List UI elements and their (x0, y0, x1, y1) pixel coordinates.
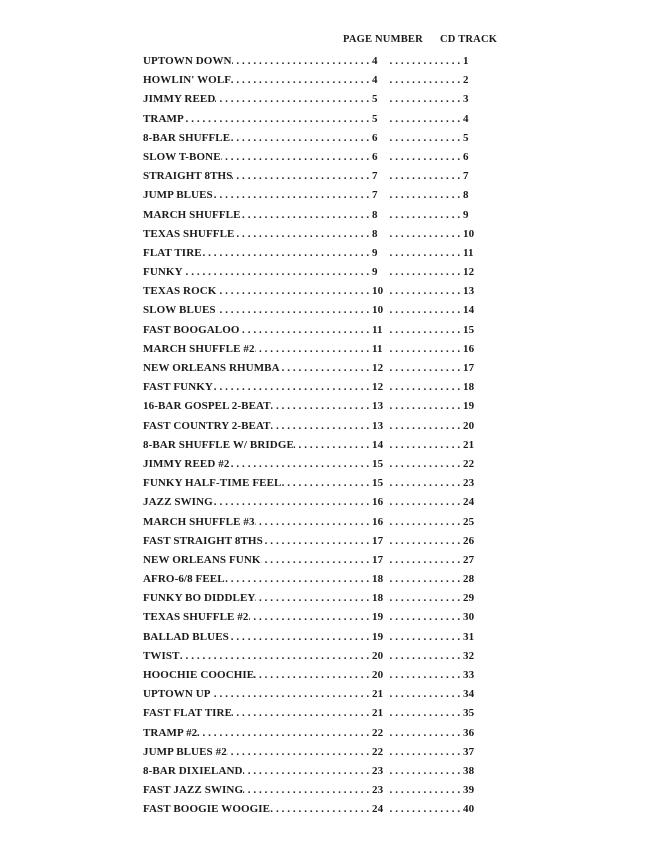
entry-cd-track: 25 (463, 515, 475, 528)
entry-cd-track: 19 (463, 400, 475, 413)
entry-page-number: 23 (372, 764, 384, 777)
entry-page-number: 17 (372, 553, 384, 566)
entry-title: 8-BAR SHUFFLE W/ BRIDGE (143, 438, 294, 451)
leader-dots (387, 551, 463, 570)
entry-cd-track: 35 (463, 707, 475, 720)
entry-title: AFRO-6/8 FEEL (143, 573, 225, 586)
leader-dots (387, 781, 463, 800)
entry-cd-track: 32 (463, 649, 475, 662)
entry-cd-track: 14 (463, 304, 475, 317)
entry-page-number: 8 (372, 208, 378, 221)
entry-page-number: 20 (372, 649, 384, 662)
entry-page-number: 22 (372, 726, 384, 739)
entry-title: TEXAS SHUFFLE (143, 227, 235, 240)
leader-dots (387, 685, 463, 704)
entry-title: NEW ORLEANS FUNK (143, 553, 261, 566)
entry-cd-track: 2 (463, 74, 469, 87)
page-number-column-header: PAGE NUMBER (343, 34, 423, 45)
entry-cd-track: 17 (463, 362, 475, 374)
leader-dots (387, 647, 463, 666)
leader-dots (387, 71, 463, 90)
toc-row (143, 206, 480, 225)
leader-dots (225, 570, 372, 589)
entry-title: TWIST (143, 649, 180, 662)
toc-row (143, 647, 480, 666)
entry-cd-track: 31 (463, 630, 475, 643)
leader-dots (261, 551, 372, 570)
entry-cd-track: 37 (463, 745, 475, 758)
entry-title: MARCH SHUFFLE #2 (143, 342, 255, 355)
leader-dots (387, 666, 463, 685)
leader-dots (387, 90, 463, 109)
entry-cd-track: 28 (463, 573, 475, 586)
toc-row (143, 704, 480, 723)
entry-cd-track: 11 (463, 246, 474, 259)
leader-dots (387, 129, 463, 148)
entry-page-number: 11 (372, 342, 383, 355)
entry-cd-track: 30 (463, 611, 475, 624)
entry-title: JAZZ SWING (143, 496, 213, 509)
entry-cd-track: 5 (463, 131, 469, 144)
leader-dots (387, 148, 463, 167)
leader-dots (255, 340, 372, 359)
entry-page-number: 21 (372, 688, 384, 701)
leader-dots (387, 570, 463, 589)
entry-page-number: 13 (372, 419, 384, 432)
leader-dots (271, 417, 372, 436)
leader-dots (229, 628, 372, 647)
leader-dots (387, 589, 463, 608)
leader-dots (387, 263, 463, 282)
entry-page-number: 15 (372, 457, 384, 470)
toc-row (143, 340, 480, 359)
entry-page-number: 7 (372, 189, 378, 202)
leader-dots (387, 724, 463, 743)
toc-row (143, 301, 480, 320)
entry-page-number: 15 (372, 477, 384, 490)
entry-cd-track: 16 (463, 342, 475, 355)
entry-cd-track: 15 (463, 323, 475, 336)
toc-row (143, 589, 480, 608)
leader-dots (216, 301, 372, 320)
toc-row (143, 724, 480, 743)
leader-dots (180, 647, 372, 666)
toc-row (143, 244, 480, 263)
leader-dots (387, 340, 463, 359)
entry-title: 8-BAR SHUFFLE (143, 131, 231, 144)
entry-cd-track: 9 (463, 208, 469, 221)
leader-dots (387, 359, 463, 378)
entry-title: FAST COUNTRY 2-BEAT (143, 419, 271, 432)
entry-cd-track: 1 (463, 55, 469, 67)
leader-dots (255, 513, 372, 532)
toc-row (143, 800, 480, 819)
entry-cd-track: 23 (463, 477, 475, 490)
entry-title: NEW ORLEANS RHUMBA (143, 362, 280, 374)
leader-dots (387, 301, 463, 320)
toc-row (143, 148, 480, 167)
entry-cd-track: 3 (463, 93, 469, 106)
toc-row (143, 608, 480, 627)
toc-row (143, 110, 480, 129)
leader-dots (387, 608, 463, 627)
leader-dots (387, 800, 463, 819)
leader-dots (221, 148, 372, 167)
leader-dots (387, 493, 463, 512)
toc-row (143, 532, 480, 551)
entry-cd-track: 4 (463, 112, 469, 125)
entry-title: MARCH SHUFFLE (143, 208, 241, 221)
leader-dots (387, 167, 463, 186)
leader-dots (232, 704, 372, 723)
leader-dots (387, 762, 463, 781)
entry-page-number: 14 (372, 438, 384, 451)
leader-dots (387, 282, 463, 301)
entry-cd-track: 27 (463, 553, 475, 566)
leader-dots (202, 244, 372, 263)
toc-row (143, 570, 480, 589)
entry-page-number: 24 (372, 803, 384, 816)
leader-dots (282, 474, 373, 493)
leader-dots (387, 532, 463, 551)
toc-row (143, 455, 480, 474)
leader-dots (387, 455, 463, 474)
leader-dots (229, 455, 372, 474)
entry-page-number: 16 (372, 496, 384, 509)
toc-row (143, 551, 480, 570)
leader-dots (240, 321, 372, 340)
leader-dots (213, 378, 372, 397)
leader-dots (387, 378, 463, 397)
entry-title: TEXAS SHUFFLE #2 (143, 611, 249, 624)
entry-title: STRAIGHT 8THS (143, 170, 233, 183)
toc-row (143, 225, 480, 244)
leader-dots (387, 52, 463, 71)
leader-dots (387, 474, 463, 493)
entry-page-number: 18 (372, 573, 384, 586)
toc-row (143, 186, 480, 205)
leader-dots (232, 52, 372, 71)
entry-page-number: 12 (372, 381, 384, 394)
entry-cd-track: 33 (463, 669, 475, 681)
entry-title: FAST FUNKY (143, 381, 213, 394)
entry-title: FAST BOOGIE WOOGIE (143, 803, 271, 816)
leader-dots (387, 206, 463, 225)
toc-row (143, 513, 480, 532)
leader-dots (213, 493, 372, 512)
leader-dots (387, 225, 463, 244)
leader-dots (249, 608, 372, 627)
entry-title: HOWLIN' WOLF (143, 74, 232, 87)
entry-title: FUNKY (143, 266, 183, 279)
toc-row (143, 359, 480, 378)
entry-page-number: 17 (372, 534, 384, 547)
entry-page-number: 10 (372, 304, 384, 317)
leader-dots (387, 110, 463, 129)
entry-cd-track: 10 (463, 227, 475, 240)
entry-page-number: 12 (372, 362, 384, 374)
entry-cd-track: 22 (463, 457, 475, 470)
leader-dots (387, 704, 463, 723)
entry-title: UPTOWN UP (143, 688, 211, 701)
entry-page-number: 20 (372, 669, 384, 681)
entry-page-number: 23 (372, 784, 384, 797)
entry-page-number: 22 (372, 745, 384, 758)
column-headers (143, 33, 498, 52)
entry-title: FLAT TIRE (143, 246, 202, 259)
toc-row (143, 321, 480, 340)
entry-cd-track: 13 (463, 285, 475, 298)
leader-dots (232, 167, 372, 186)
entry-title: 8-BAR DIXIELAND (143, 764, 243, 777)
entry-title: TRAMP #2 (143, 726, 198, 739)
leader-dots (254, 666, 372, 685)
leader-dots (184, 110, 372, 129)
leader-dots (216, 282, 372, 301)
toc-row (143, 378, 480, 397)
leader-dots (271, 397, 372, 416)
leader-dots (387, 436, 463, 455)
leader-dots (387, 417, 463, 436)
entry-page-number: 7 (372, 170, 378, 183)
entry-page-number: 16 (372, 515, 384, 528)
toc-row (143, 685, 480, 704)
entry-cd-track: 24 (463, 496, 475, 509)
entry-page-number: 8 (372, 227, 378, 240)
toc-row (143, 129, 480, 148)
toc-list (143, 52, 480, 820)
toc-row (143, 90, 480, 109)
toc-row (143, 167, 480, 186)
entry-title: 16-BAR GOSPEL 2-BEAT (143, 400, 271, 413)
entry-page-number: 5 (372, 93, 378, 106)
leader-dots (387, 397, 463, 416)
entry-cd-track: 20 (463, 419, 475, 432)
entry-cd-track: 8 (463, 189, 469, 202)
entry-page-number: 6 (372, 131, 378, 144)
leader-dots (255, 589, 372, 608)
entry-title: SLOW T-BONE (143, 150, 221, 163)
leader-dots (215, 90, 372, 109)
leader-dots (270, 800, 372, 819)
entry-title: FAST BOOGALOO (143, 323, 240, 336)
entry-page-number: 19 (372, 611, 384, 624)
toc-row (143, 666, 480, 685)
entry-cd-track: 6 (463, 150, 469, 163)
entry-page-number: 4 (372, 74, 378, 87)
toc-row (143, 628, 480, 647)
leader-dots (387, 743, 463, 762)
toc-row (143, 397, 480, 416)
entry-cd-track: 21 (463, 438, 475, 451)
leader-dots (263, 532, 372, 551)
leader-dots (213, 186, 372, 205)
entry-title: FAST JAZZ SWING (143, 784, 244, 797)
entry-title: FUNKY HALF-TIME FEEL (143, 477, 282, 490)
toc-row (143, 743, 480, 762)
entry-page-number: 10 (372, 285, 384, 298)
entry-title: JIMMY REED #2 (143, 457, 230, 470)
leader-dots (280, 359, 372, 378)
entry-cd-track: 39 (463, 784, 475, 797)
entry-cd-track: 34 (463, 688, 475, 701)
entry-page-number: 18 (372, 592, 384, 605)
toc-row (143, 762, 480, 781)
entry-page-number: 4 (372, 55, 378, 67)
entry-cd-track: 26 (463, 534, 475, 547)
toc-row (143, 52, 480, 71)
entry-title: HOOCHIE COOCHIE (143, 669, 255, 681)
entry-page-number: 5 (372, 112, 378, 125)
entry-cd-track: 12 (463, 266, 475, 279)
entry-title: TEXAS ROCK (143, 285, 217, 298)
entry-title: MARCH SHUFFLE #3 (143, 515, 255, 528)
entry-title: TRAMP (143, 112, 184, 125)
leader-dots (387, 244, 463, 263)
toc-row (143, 436, 480, 455)
leader-dots (294, 436, 372, 455)
leader-dots (227, 743, 372, 762)
toc-row (143, 781, 480, 800)
entry-title: JIMMY REED (143, 93, 216, 106)
toc-row (143, 263, 480, 282)
leader-dots (197, 724, 372, 743)
leader-dots (387, 321, 463, 340)
entry-cd-track: 40 (463, 803, 475, 816)
entry-page-number: 6 (372, 150, 378, 163)
cd-track-column-header: CD TRACK (440, 34, 498, 45)
entry-cd-track: 36 (463, 726, 475, 739)
leader-dots (387, 186, 463, 205)
entry-page-number: 9 (372, 266, 378, 279)
leader-dots (243, 762, 372, 781)
entry-title: UPTOWN DOWN (143, 55, 232, 67)
entry-title: FUNKY BO DIDDLEY (143, 592, 256, 605)
leader-dots (387, 628, 463, 647)
entry-page-number: 19 (372, 630, 384, 643)
toc-row (143, 282, 480, 301)
toc-row (143, 493, 480, 512)
toc-row (143, 71, 480, 90)
entry-page-number: 21 (372, 707, 384, 720)
entry-title: JUMP BLUES #2 (143, 745, 227, 758)
leader-dots (243, 781, 372, 800)
leader-dots (241, 206, 372, 225)
entry-title: JUMP BLUES (143, 189, 213, 202)
toc-row (143, 417, 480, 436)
entry-cd-track: 7 (463, 170, 469, 183)
entry-title: FAST STRAIGHT 8THS (143, 534, 263, 547)
entry-title: FAST FLAT TIRE (143, 707, 233, 720)
leader-dots (183, 263, 372, 282)
entry-cd-track: 29 (463, 592, 475, 605)
entry-page-number: 11 (372, 323, 383, 336)
entry-page-number: 9 (372, 246, 378, 259)
toc-row (143, 474, 480, 493)
entry-page-number: 13 (372, 400, 384, 413)
entry-title: BALLAD BLUES (143, 630, 229, 643)
entry-cd-track: 38 (463, 764, 475, 777)
leader-dots (234, 225, 372, 244)
entry-title: SLOW BLUES (143, 304, 216, 317)
entry-cd-track: 18 (463, 381, 475, 394)
leader-dots (387, 513, 463, 532)
toc-content (143, 33, 498, 820)
leader-dots (231, 71, 372, 90)
leader-dots (211, 685, 372, 704)
leader-dots (230, 129, 372, 148)
